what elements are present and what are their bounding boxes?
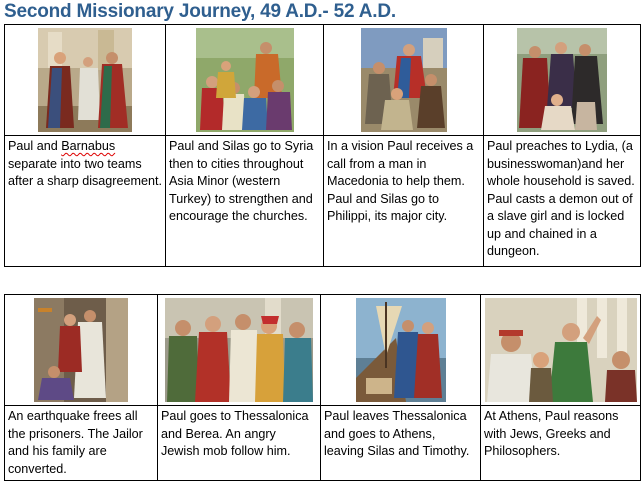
caption-text: Paul goes to Thessalonica and Berea. An angry Jewish mob follow him.: [161, 409, 309, 458]
jailor-earthquake-illustration: [34, 298, 128, 402]
illustration-cell: [324, 25, 484, 136]
illustration-cell: [158, 295, 321, 406]
caption-cell: [5, 406, 158, 481]
paul-barnabus-dispute-illustration: [38, 28, 132, 132]
illustration-cell: [5, 25, 166, 136]
caption-text: Paul and Silas go to Syria then to cities throughout Asia Minor (western Turkey) to strengthen and encourage the churches.: [169, 139, 314, 223]
angry-mob-illustration: [165, 298, 313, 402]
caption-text: Paul leaves Thessalonica and goes to Athens, leaving Silas and Timothy.: [324, 409, 470, 458]
caption-cell: [484, 136, 641, 267]
paul-silas-crowd-illustration: [196, 28, 294, 132]
caption-text: Paul preaches to Lydia, (a businesswoman)and her whole household is saved. Paul casts a demon out of a slave girl and is locked up and chained in a dungeon.: [487, 139, 635, 258]
illustration-cell: [481, 295, 641, 406]
caption-cell: [324, 136, 484, 267]
journey-table-top: [4, 24, 641, 267]
caption-text: At Athens, Paul reasons with Jews, Greeks and Philosophers.: [484, 409, 619, 458]
journey-table-bottom: [4, 294, 641, 481]
caption-text: An earthquake frees all the prisoners. The Jailor and his family are converted.: [8, 409, 143, 476]
illustration-cell: [5, 295, 158, 406]
caption-cell: [321, 406, 481, 481]
caption-cell: [166, 136, 324, 267]
illustration-cell: [484, 25, 641, 136]
caption-cell: [481, 406, 641, 481]
athens-philosophers-illustration: [485, 298, 637, 402]
paul-vision-illustration: [361, 28, 447, 132]
illustration-cell: [166, 25, 324, 136]
illustration-cell: [321, 295, 481, 406]
caption-text: Paul and Barnabus separate into two teams after a sharp disagreement.: [8, 139, 163, 188]
paul-boat-departure-illustration: [356, 298, 446, 402]
page-title: Second Missionary Journey, 49 A.D.- 52 A.D.: [4, 1, 396, 22]
caption-cell: [5, 136, 166, 267]
misspelled-word: Barnabus: [61, 139, 116, 153]
caption-text: In a vision Paul receives a call from a man in Macedonia to help them. Paul and Silas go to Philippi, its major city.: [327, 139, 474, 223]
caption-cell: [158, 406, 321, 481]
lydia-household-illustration: [517, 28, 607, 132]
